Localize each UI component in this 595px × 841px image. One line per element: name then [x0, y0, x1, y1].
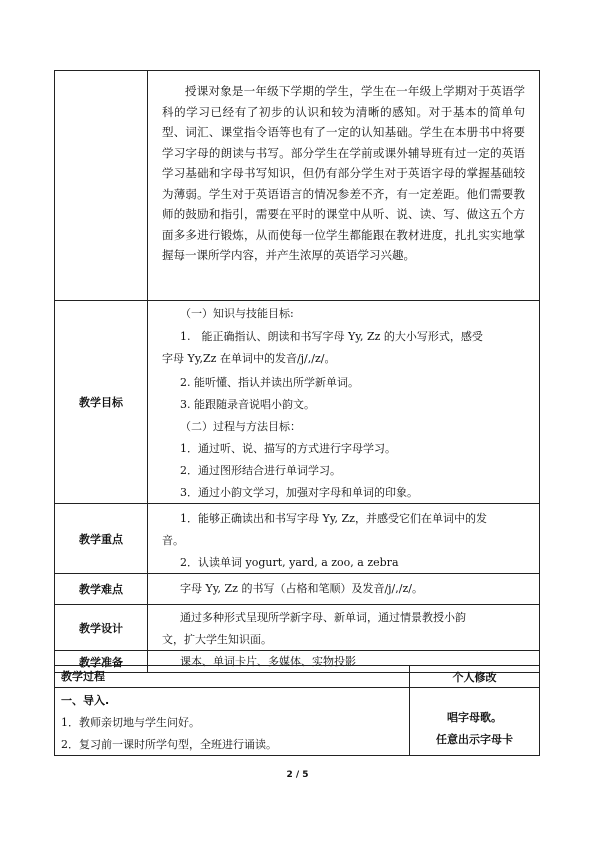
intro-cell: [148, 71, 540, 301]
goals-item-2: 2. 能听懂、指认并读出所学新单词。: [180, 376, 359, 389]
process-header-label: 教学过程: [61, 669, 105, 683]
process-header-cell: [55, 666, 410, 688]
intro-paragraph: 授课对象是一年级下学期的学生，学生在一年级上学期对于英语学科的学习已经有了初步的认识和较为清晰的感知。对于基本的简单句型、词汇、课堂指令语等也有了一定的认知基础。学生在本册书中将要学习字母的朗读与书写。部分学生在学前或课外辅导班有过一定的英语学习基础和字母书写知识，但仍有部分学生对于英语字母的掌握基础较为薄弱。学生对于英语语言的情况参差不齐，有一定差距。他们需要教师的鼓励和指引，需要在平时的课堂中从听、说、读、写、做这五个方面多多进行锻炼，从而使每一位学生都能跟在教材进度，扎扎实实地掌握每一课所学内容，并产生浓厚的英语学习兴趣。: [162, 84, 525, 262]
personal-edit-header: 个人修改: [410, 666, 540, 688]
design-text-b: 文，扩大学生知识面。: [162, 633, 272, 646]
goals-process-3: 3．通过小韵文学习，加强对字母和单词的印象。: [180, 486, 418, 499]
focus-cell: [148, 504, 540, 574]
goals-item-1b: 字母 Yy,Zz 在单词中的发音/j/,/z/。: [162, 352, 336, 365]
intro-label-cell: [55, 71, 148, 301]
step-title: 一、导入.: [61, 694, 110, 707]
focus-label: 教学重点: [55, 504, 148, 574]
process-step-cell: [55, 688, 410, 756]
step-item-2: 2．复习前一课时所学句型，全班进行诵读。: [61, 738, 277, 751]
goals-label: 教学目标: [55, 301, 148, 504]
goals-process-1: 1．通过听、说、描写的方式进行字母学习。: [180, 442, 396, 455]
goals-item-1a: 1. 能正确指认、朗读和书写字母 Yy, Zz 的大小写形式，感受: [180, 330, 483, 343]
design-cell: [148, 605, 540, 651]
personal-edit-cell: [410, 688, 540, 756]
goals-heading-1: （一）知识与技能目标:: [180, 307, 294, 320]
goals-heading-2: （二）过程与方法目标：: [180, 420, 301, 433]
design-text-a: 通过多种形式呈现所学新字母、新单词，通过情景教授小韵: [180, 611, 466, 624]
step-item-1: 1．教师亲切地与学生问好。: [61, 716, 200, 729]
process-table: [54, 665, 540, 756]
difficulty-text: 字母 Yy, Zz 的书写（占格和笔顺）及发音/j/,/z/。: [180, 582, 423, 595]
focus-item-2: 2．认读单词 yogurt, yard, a zoo, a zebra: [180, 556, 399, 569]
design-label: 教学设计: [55, 605, 148, 651]
prep-label: 教学准备: [55, 651, 148, 673]
note-show-cards: 任意出示字母卡: [436, 733, 513, 746]
goals-item-3: 3. 能跟随录音说唱小韵文。: [180, 398, 315, 411]
difficulty-cell: [148, 574, 540, 605]
lesson-plan-table: [54, 70, 540, 673]
difficulty-label: 教学难点: [55, 574, 148, 605]
goals-cell: [148, 301, 540, 504]
page-number: 2 / 5: [286, 770, 309, 780]
focus-item-1a: 1．能够正确读出和书写字母 Yy, Zz，并感受它们在单词中的发: [180, 512, 487, 525]
note-sing-alphabet: 唱字母歌。: [447, 711, 502, 724]
prep-text: 课本、单词卡片、多媒体、实物投影: [180, 654, 356, 668]
goals-process-2: 2．通过图形结合进行单词学习。: [180, 464, 341, 477]
focus-item-1b: 音。: [162, 534, 184, 547]
